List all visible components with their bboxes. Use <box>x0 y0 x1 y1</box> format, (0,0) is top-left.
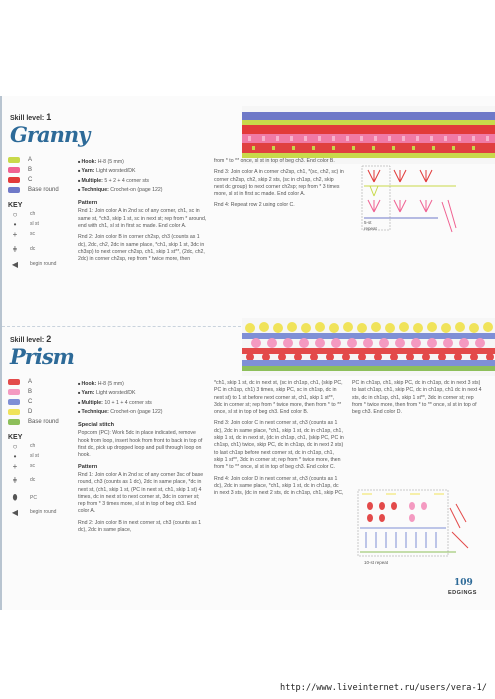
prism-column-3 <box>352 380 482 420</box>
key-row-slst: • sl st <box>8 219 78 229</box>
prism-rnd4: Rnd 4: Join color D in next corner st, ch3 (counts as 1 dc), 2dc in same place, *ch1, skip 1 st, dc in ch1sp, dc in next 3 sts, (dc in next 2 sts, dc in ch1sp, ch1, skip PC, <box>214 475 344 497</box>
slip-stitch-icon: • <box>13 219 17 229</box>
key-row-pc: ⬮ PC <box>8 489 78 507</box>
prism-column-2 <box>214 380 344 501</box>
key-title: KEY <box>8 434 23 441</box>
key-row-begin: ◀ begin round <box>8 259 78 269</box>
prism-title: Prism <box>10 344 74 369</box>
page-number: 109 <box>454 578 473 588</box>
color-swatch-base: Base round <box>8 418 78 426</box>
source-url[interactable]: http://www.liveinternet.ru/users/vera-1/ <box>280 683 487 693</box>
double-crochet-icon: ǂ <box>12 475 18 485</box>
color-swatch-c: C <box>8 398 78 406</box>
pattern-heading: Pattern <box>78 200 98 207</box>
diagram-repeat-label: 5-st <box>364 220 372 225</box>
key-row-begin: ◀ begin round <box>8 507 78 517</box>
key-row-ch: ○ ch <box>8 209 78 219</box>
granny-column-1 <box>78 158 208 268</box>
single-crochet-icon: + <box>12 461 18 471</box>
prism-diagram-repeat-label: 10-st repeat <box>364 560 389 565</box>
granny-rnd1: Rnd 1: Join color A in 2nd sc of any corner, ch1, sc in same st, *ch3, skip 1 st, sc in next st; rep from * around, end with ch1, sl st in first sc made. End color A. <box>78 208 207 230</box>
granny-rnd2-cont: from * to ** once, sl st in top of beg ch3. End color B. <box>214 158 335 164</box>
key-row-dc: ǂ dc <box>8 239 78 259</box>
color-swatch-base: Base round <box>8 186 78 194</box>
granny-swatch-photo <box>242 106 495 164</box>
color-swatch-b: B <box>8 388 78 396</box>
chain-icon: ○ <box>12 441 18 451</box>
color-swatch-d: D <box>8 408 78 416</box>
single-crochet-icon: + <box>12 229 18 239</box>
color-swatch-a: A <box>8 156 78 164</box>
color-swatch-c: C <box>8 176 78 184</box>
granny-specs: ■ Hook: H-8 (5 mm) ■ Yarn: Light worsted/DK ■ Multiple: 5 + 2 + 4 corner sts ■ Technique: Crochet-on (page 122) <box>78 158 208 194</box>
key-row-ch: ○ ch <box>8 441 78 451</box>
granny-rnd3: Rnd 3: Join color A in corner ch2sp, ch1, *(sc, ch2, sc) in corner ch2sp, ch2, skip 2 sts, (sc in ch1sp, ch2, skip next dc group) to next corner ch2sp; rep from * 3 times more, sl st in first sc made. End color A. <box>214 169 344 198</box>
prism-rnd1: Rnd 1: Join color A in 2nd sc of any corner 3sc of base round, ch3 (counts as 1 dc), 2dc in same place, *dc in next st, (ch1, skip 1 st, (PC in next st, ch1, skip 1 st) 4 times, dc in next st to next corner st, 3dc in corner st; rep from * 3 times more, sl st in top of beg ch3. End color A. <box>78 471 204 515</box>
key-row-slst: • sl st <box>8 451 78 461</box>
granny-rnd4: Rnd 4: Repeat row 2 using color C. <box>214 202 295 209</box>
popcorn-icon: ⬮ <box>12 493 18 502</box>
prism-rnd2: Rnd 2: Join color B in next corner st, ch3 (counts as 1 dc), 2dc in same place, <box>78 519 202 534</box>
prism-specs: ■ Hook: H-8 (5 mm) ■ Yarn: Light worsted/DK ■ Multiple: 10 + 1 + 4 corner sts ■ Technique: Crochet-on (page 122) <box>78 380 206 416</box>
prism-column-1 <box>78 380 206 538</box>
prism-stitch-diagram <box>356 488 480 568</box>
prism-rnd2-cont: *ch1, skip 1 st, dc in next st, (sc in ch1sp, ch1, (skip PC, PC in ch1sp, ch1) 3 times, skip PC, sc in ch1sp, dc in next st) to 1 st before next corner st, ch1, skip 1 st**, 3dc in corner st; rep from * twice more, then from * to ** once, sl st in top of beg ch3. End color B. <box>214 380 343 416</box>
book-page <box>0 96 495 610</box>
color-swatch-b: B <box>8 166 78 174</box>
color-swatch-a: A <box>8 378 78 386</box>
prism-legend <box>8 378 78 517</box>
prism-rnd4-cont: PC in ch1sp, ch1, skip PC, dc in ch1sp, dc in next 3 sts) to last ch1sp, ch1, skip PC, dc in ch1sp, ch1 dc in next 4 sts, dc in ch1sp, ch1, skip 1 st**, 3dc in corner st; rep from * twice more, then from * to ** once, sl st in top of beg ch3. End color D. <box>352 380 482 416</box>
granny-title: Granny <box>10 122 90 147</box>
skill-level-prism: Skill level: 2 <box>10 334 52 344</box>
skill-level-granny: Skill level: 1 <box>10 112 52 122</box>
double-crochet-icon: ǂ <box>12 244 18 254</box>
special-stitch-text: Popcorn (PC): Work 5dc in place indicated, remove hook from loop, insert hook from front to back in top of first dc, pick up dropped loop and pull through loop on hook. <box>78 430 203 459</box>
begin-round-icon: ◀ <box>11 259 19 269</box>
key-row-sc: + sc <box>8 461 78 471</box>
granny-rnd2: Rnd 2: Join color B in corner ch2sp, ch3 (counts as 1 dc), 2dc, ch2, 2dc in same place, *ch1, skip 1 st, 3dc in ch3sp) to next corner ch2sp, ch1, skip 1 st**, (2dc, ch2, 2dc) in corner ch2sp, rep from * twice more, then <box>78 234 205 263</box>
granny-legend <box>8 156 78 269</box>
pattern-heading: Pattern <box>78 463 98 470</box>
diagram-repeat-label-2: repeat <box>364 226 377 231</box>
prism-swatch-photo <box>242 318 495 376</box>
prism-rnd3: Rnd 3: Join color C in next corner st, ch3 (counts as 1 dc), 2dc in same place, *ch1, skip 1 st, dc in ch1sp, ch1, skip 1 st, dc in next st, (dc in ch1sp, ch1, (skip PC, PC in ch1sp, ch1) twice, skip PC, dc in ch1sp, dc in next 2 sts) to last ch1sp before next corner st, dc in ch1sp, ch1, skip 1 st**, 3dc in corner st; rep from * twice more, then from * to ** once, sl st in top of beg ch3. End color C. <box>214 420 344 471</box>
key-title: KEY <box>8 202 23 209</box>
key-row-dc: ǂ dc <box>8 471 78 489</box>
section-label: EDGINGS <box>448 590 477 596</box>
granny-column-2 <box>214 158 344 214</box>
key-row-sc: + sc <box>8 229 78 239</box>
chain-icon: ○ <box>12 209 18 219</box>
slip-stitch-icon: • <box>13 451 17 461</box>
granny-stitch-diagram <box>360 162 480 242</box>
special-stitch-heading: Special stitch <box>78 422 115 429</box>
begin-round-icon: ◀ <box>11 507 19 517</box>
